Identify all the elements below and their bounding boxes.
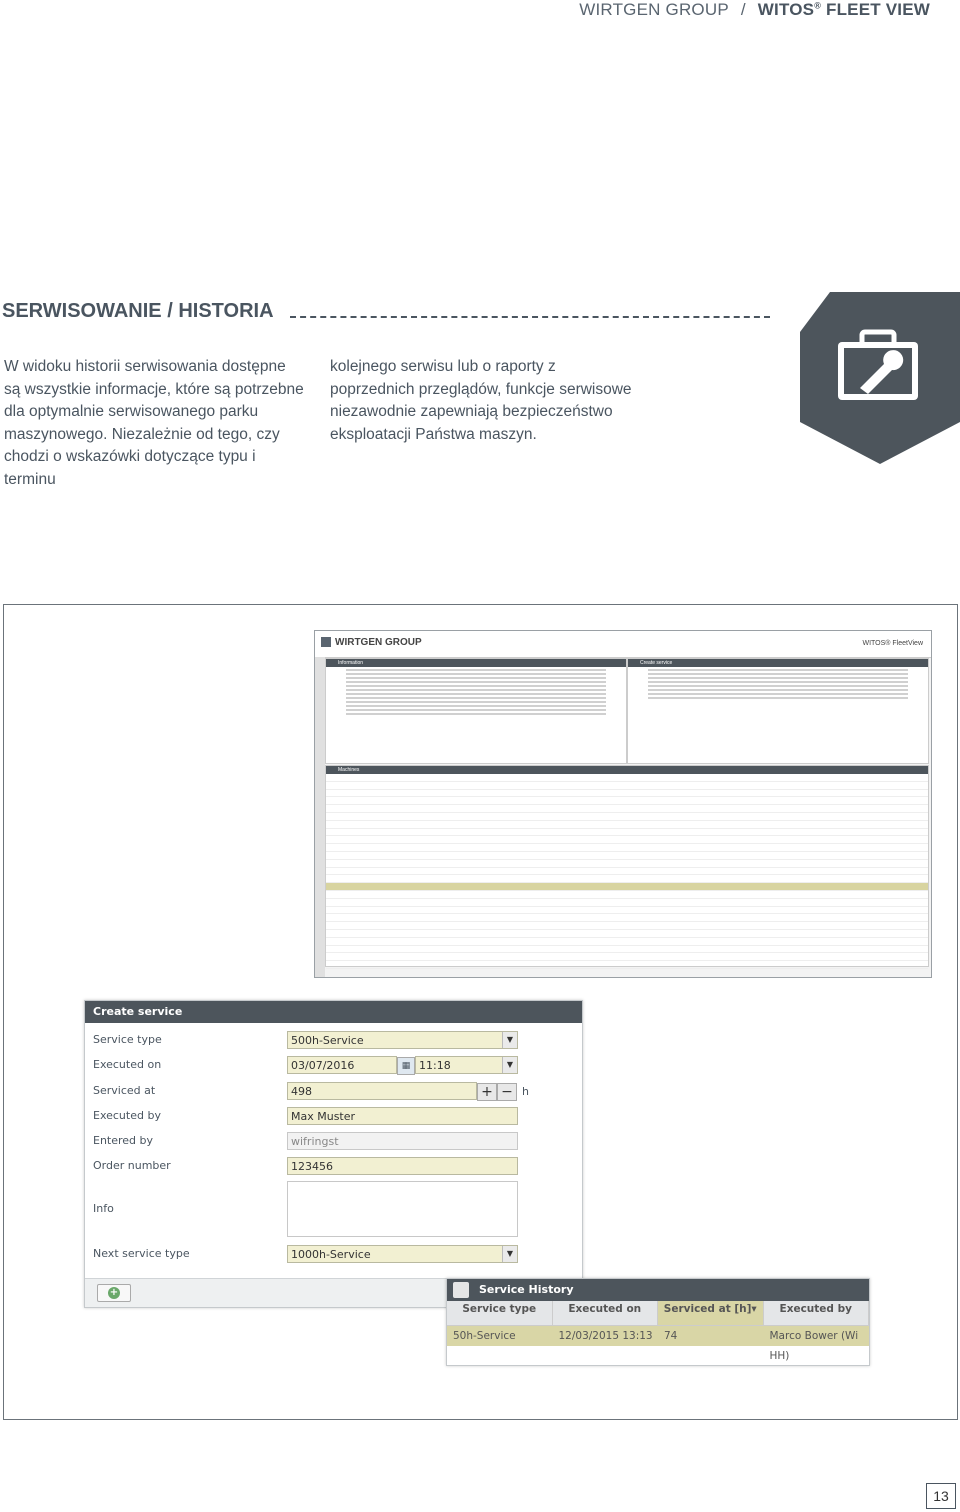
label-entered-by: Entered by — [93, 1134, 154, 1147]
increment-button[interactable]: + — [477, 1083, 497, 1101]
executed-on-date-input[interactable]: 03/07/2016 — [287, 1056, 397, 1074]
label-order-number: Order number — [93, 1159, 171, 1172]
column-header-sorted[interactable]: Serviced at [h]▾ — [658, 1301, 764, 1325]
title-divider — [290, 316, 770, 318]
cell-executed-by: Marco Bower (Wi HH) — [769, 1330, 859, 1362]
body-text-column-1: W widoku historii serwisowania dostępne są wszystkie informacje, które są potrzebne dla optymalnie serwisowanego parku maszynowego. Niezależnie od tego, czy chodzi o wskazówki dotyczące typu i terminu — [4, 358, 304, 488]
label-service-type: Service type — [93, 1033, 162, 1046]
create-service-mini-panel: Create service — [627, 658, 929, 764]
service-history-header — [447, 1301, 869, 1326]
app-product-name: WITOS® FleetView — [862, 640, 923, 647]
decrement-button[interactable]: − — [497, 1083, 517, 1101]
app-logo: WIRTGEN GROUP — [321, 637, 422, 648]
label-next-service-type: Next service type — [93, 1247, 190, 1260]
service-history-panel — [446, 1278, 870, 1366]
cell-service-type: 50h-Service — [453, 1330, 516, 1342]
label-serviced-at: Serviced at — [93, 1084, 156, 1097]
page-header — [579, 0, 930, 20]
next-service-type-select[interactable]: 1000h-Service ▼ — [287, 1245, 518, 1263]
entered-by-field: wifringst — [287, 1132, 518, 1150]
chevron-down-icon[interactable]: ▼ — [502, 1032, 517, 1048]
executed-on-time-select[interactable]: 11:18 ▼ — [415, 1056, 518, 1074]
cell-executed-on: 12/03/2015 13:13 — [558, 1330, 653, 1342]
header-separator: / — [740, 0, 746, 19]
table-row[interactable] — [447, 1326, 869, 1362]
chevron-down-icon[interactable]: ▼ — [502, 1246, 517, 1262]
chevron-down-icon[interactable]: ▼ — [502, 1057, 517, 1073]
create-service-title: Create service — [85, 1001, 582, 1023]
product-name: WITOS® FLEET VIEW — [757, 0, 930, 19]
create-service-panel — [84, 1000, 583, 1308]
body-text-column-2: kolejnego serwisu lub o raporty z poprzednich przeglądów, funkcje serwisowe niezawodnie zapewniają bezpieczeństwo eksploatacji Państwa maszyn. — [330, 358, 632, 443]
fleetview-screenshot — [314, 630, 932, 978]
cell-serviced-at: 74 — [664, 1330, 678, 1342]
section-title: SERWISOWANIE / HISTORIA — [2, 300, 274, 322]
serviced-at-unit: h — [522, 1085, 529, 1098]
app-side-toolbar — [315, 657, 325, 977]
column-header[interactable]: Executed by — [764, 1301, 870, 1325]
info-textarea[interactable] — [287, 1181, 518, 1237]
machines-table-panel: Machines — [325, 765, 929, 967]
toolbox-badge-icon — [800, 292, 960, 464]
label-executed-on: Executed on — [93, 1058, 162, 1071]
page-number: 13 — [926, 1483, 956, 1509]
label-executed-by: Executed by — [93, 1109, 161, 1122]
app-topbar — [315, 631, 931, 658]
service-type-select[interactable]: 500h-Service ▼ — [287, 1031, 518, 1049]
wrench-icon — [453, 1282, 469, 1298]
brand-name: WIRTGEN GROUP — [579, 0, 729, 19]
calendar-icon[interactable]: ▦ — [397, 1057, 415, 1075]
plus-icon: + — [109, 1287, 119, 1298]
serviced-at-input[interactable]: 498 — [287, 1082, 477, 1100]
service-history-title: Service History — [447, 1279, 869, 1301]
executed-by-input[interactable]: Max Muster — [287, 1107, 518, 1125]
label-info: Info — [93, 1202, 114, 1215]
order-number-input[interactable]: 123456 — [287, 1157, 518, 1175]
add-service-button[interactable] — [97, 1284, 131, 1302]
column-header[interactable]: Service type — [447, 1301, 553, 1325]
column-header[interactable]: Executed on — [553, 1301, 659, 1325]
info-panel: Information — [325, 658, 627, 764]
